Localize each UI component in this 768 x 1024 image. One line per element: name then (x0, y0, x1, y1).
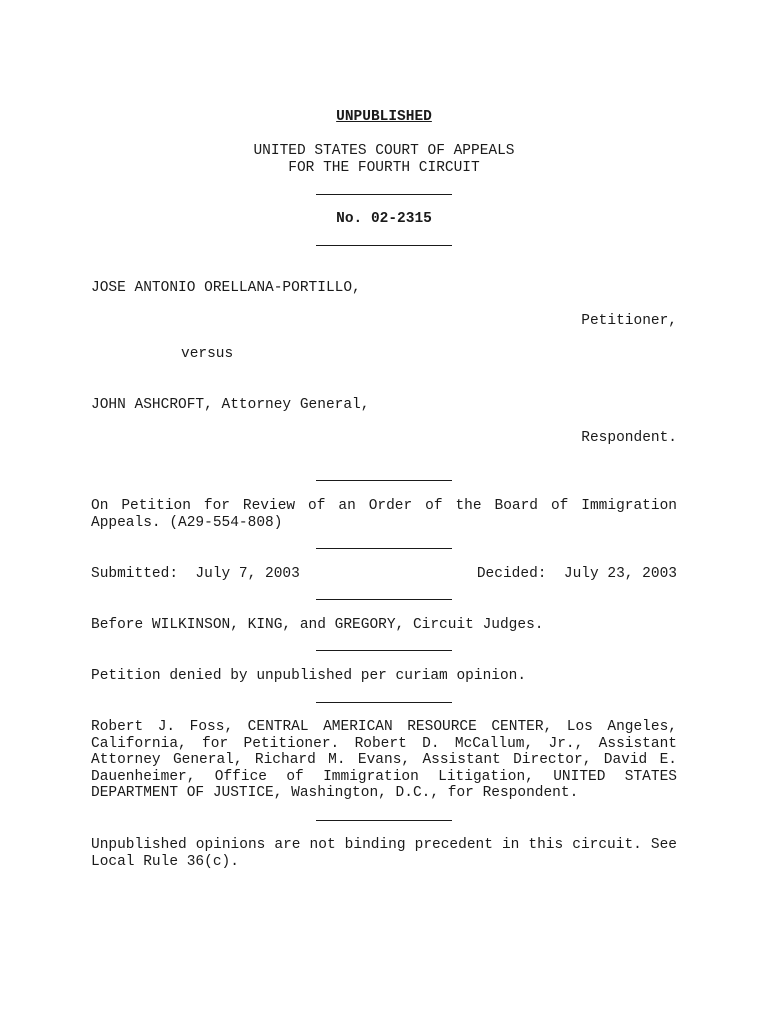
divider-rule (316, 480, 452, 481)
respondent-name: JOHN ASHCROFT, Attorney General, (91, 397, 370, 413)
submitted-date: Submitted: July 7, 2003 (91, 566, 300, 582)
unpublished-heading: UNPUBLISHED (336, 109, 432, 125)
disposition: Petition denied by unpublished per curiam opinion. (91, 668, 527, 684)
petition-for-review-text: On Petition for Review of an Order of the Board of Immigration Appeals. (A29-554-808) (91, 498, 677, 531)
divider-rule (316, 194, 452, 195)
counsel-paragraph: Robert J. Foss, CENTRAL AMERICAN RESOURCE CENTER, Los Angeles, California, for Petitioner. Robert D. McCallum, Jr., Assistant Attorney General, Richard M. Evans, Assistant Director, David E. Dauenheimer, Office of Immigration Litigation, UNITED STATES DEPARTMENT OF JUSTICE, Washington, D.C., for Respondent. (91, 719, 677, 802)
divider-rule (316, 650, 452, 651)
unpublished-notice: Unpublished opinions are not binding precedent in this circuit. See Local Rule 36(c). (91, 837, 677, 870)
versus-label: versus (181, 346, 234, 362)
panel-judges: Before WILKINSON, KING, and GREGORY, Circuit Judges. (91, 617, 544, 633)
divider-rule (316, 599, 452, 600)
court-name-line2: FOR THE FOURTH CIRCUIT (288, 160, 480, 176)
court-name-line1: UNITED STATES COURT OF APPEALS (253, 143, 515, 159)
decided-date: Decided: July 23, 2003 (476, 566, 677, 582)
divider-rule (316, 820, 452, 821)
divider-rule (316, 702, 452, 703)
respondent-role: Respondent. (581, 430, 677, 446)
divider-rule (316, 245, 452, 246)
petitioner-role: Petitioner, (581, 313, 677, 329)
divider-rule (316, 548, 452, 549)
docket-number: No. 02-2315 (336, 211, 432, 227)
petitioner-name: JOSE ANTONIO ORELLANA-PORTILLO, (91, 280, 361, 296)
